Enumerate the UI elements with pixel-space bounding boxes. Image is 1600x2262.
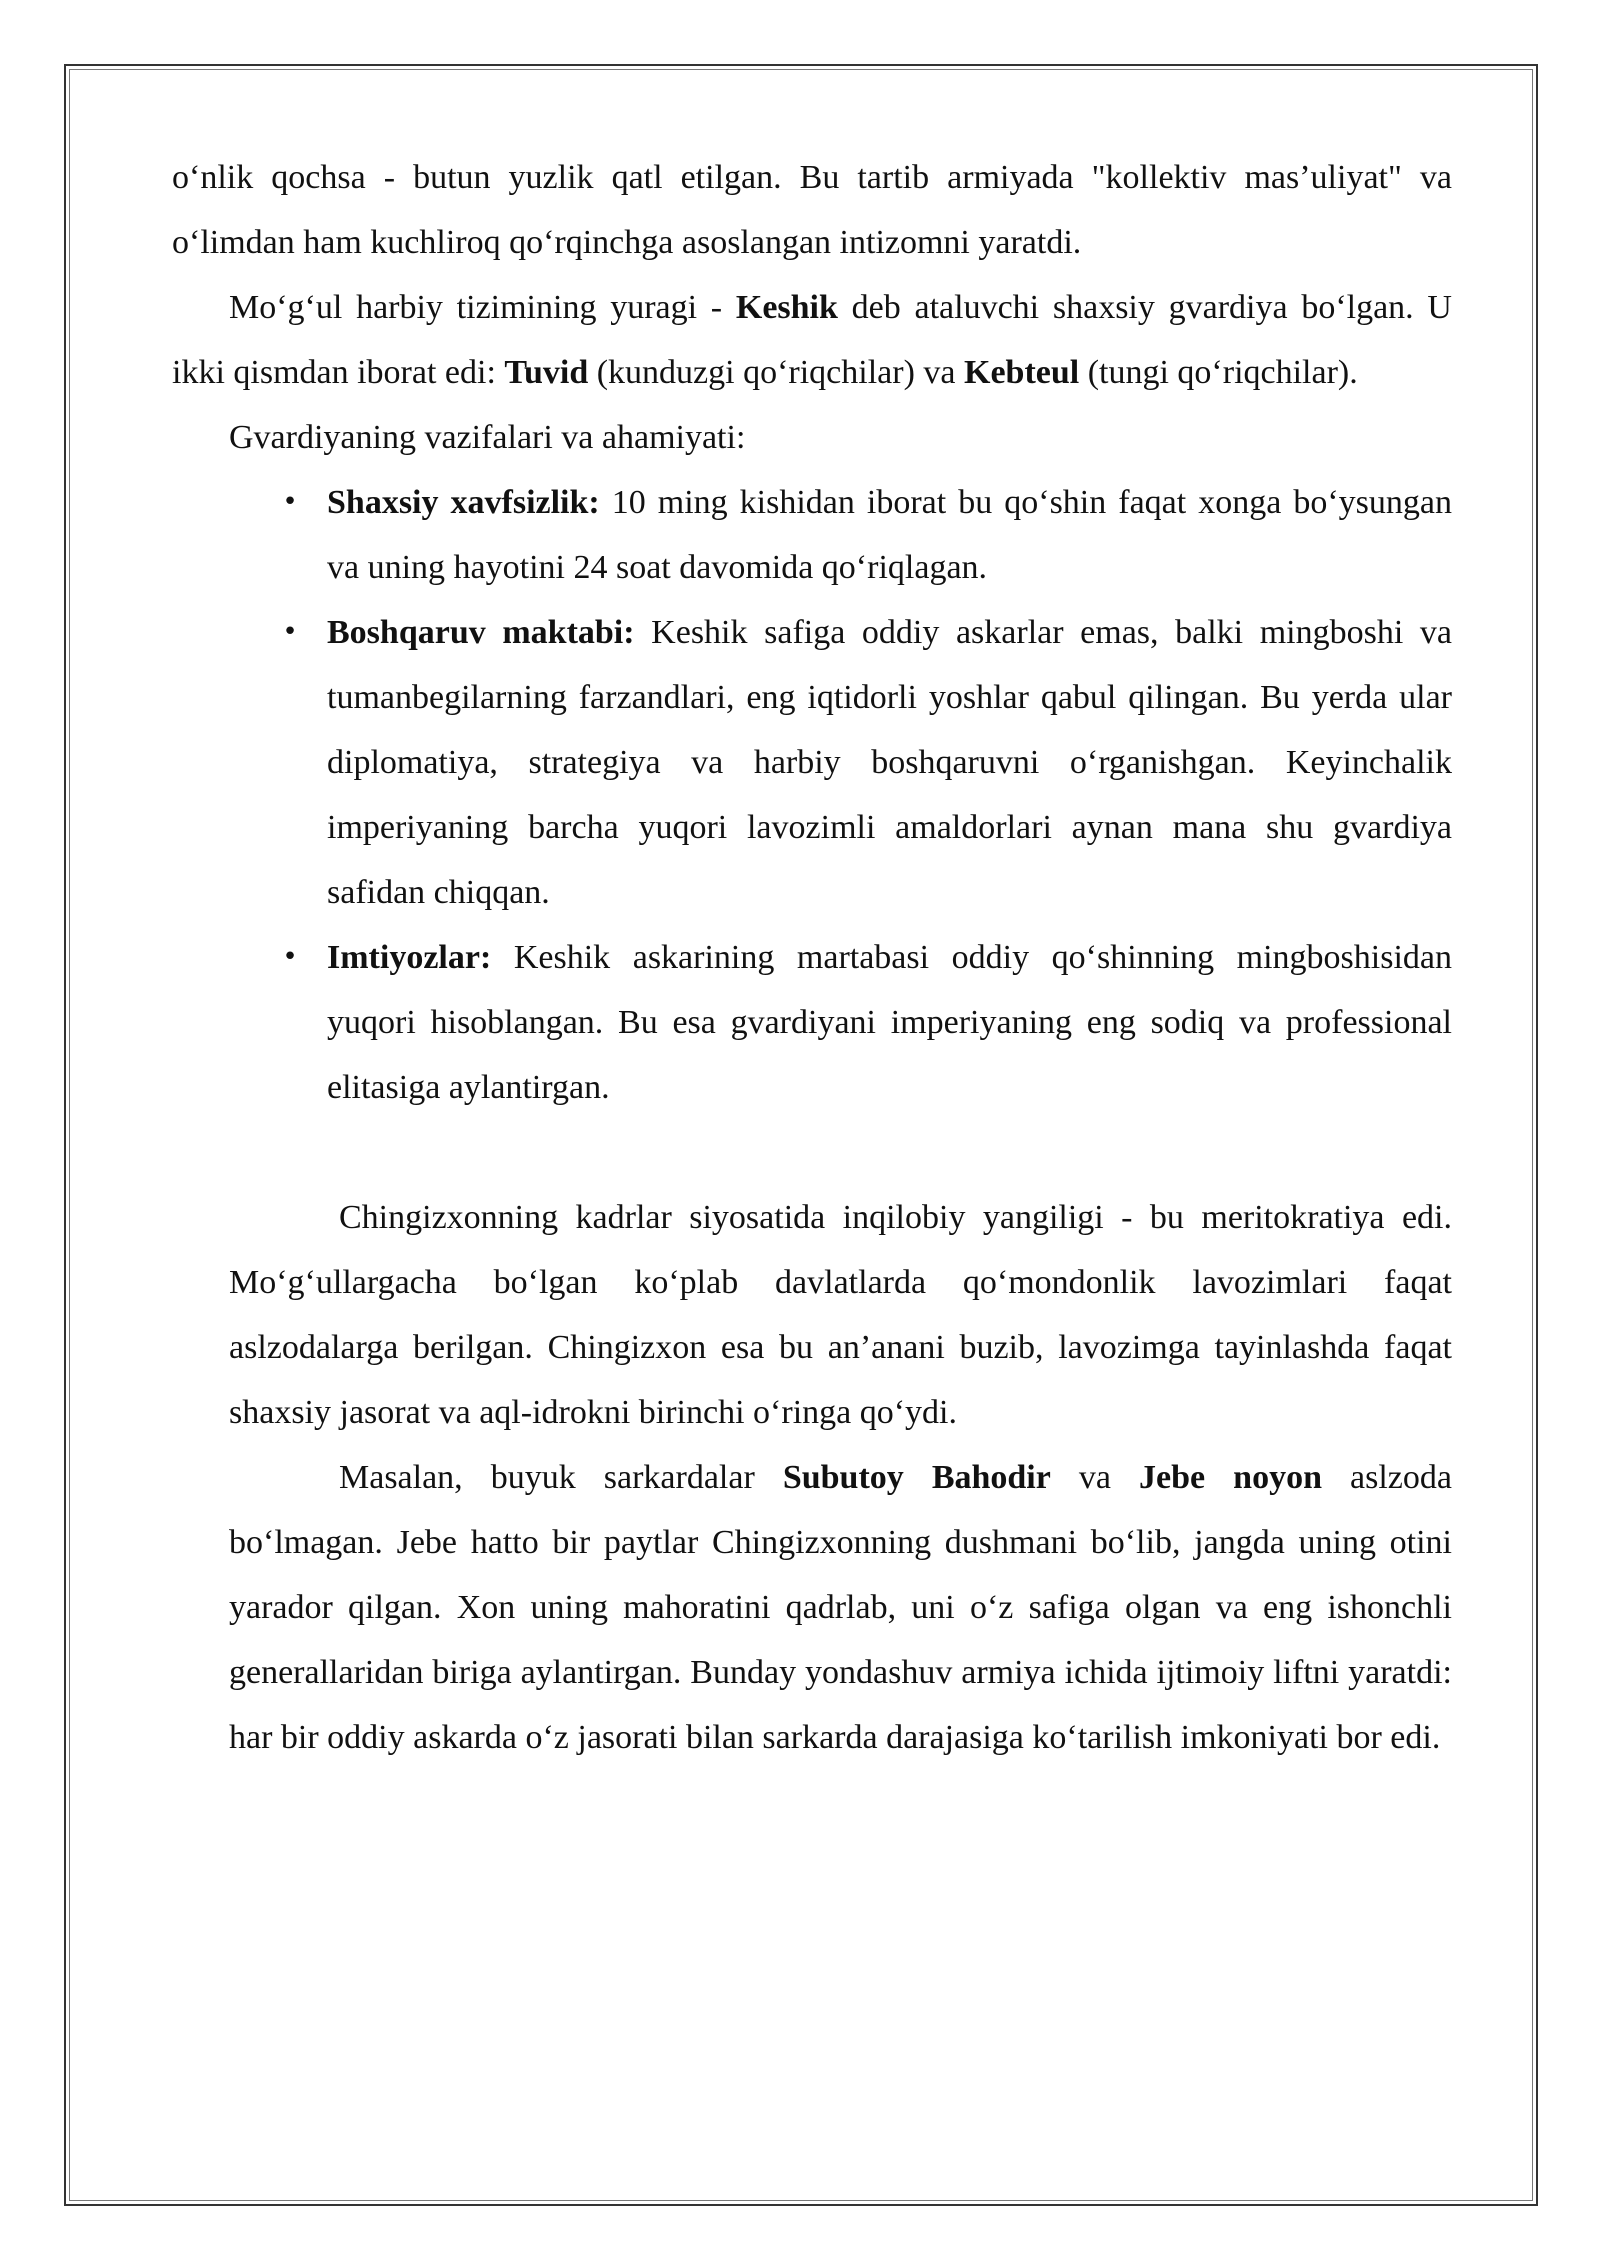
list-item-title: Boshqaruv maktabi: <box>327 614 635 651</box>
paragraph-discipline: o‘nlik qochsa - butun yuzlik qatl etilgan. Bu tartib armiyada "kollektiv mas’uliyat" va o‘limdan ham kuchliroq qo‘rqinchga asoslangan intizomni yaratdi. <box>172 159 1452 261</box>
text-span: (tungi qo‘riqchilar). <box>1079 354 1358 391</box>
text-span: va <box>1050 1459 1140 1496</box>
paragraph-guard-duties-heading: Gvardiyaning vazifalari va ahamiyati: <box>229 419 746 456</box>
bold-name-subutoy: Subutoy Bahodir <box>782 1459 1051 1496</box>
text-span: aslzoda bo‘lmagan. Jebe hatto bir paytlar Chingizxonning dushmani bo‘lib, jangda uning otini yarador qilgan. Xon uning mahoratini qadrlab, uni o‘z safiga olgan va eng ishonchli generallaridan biriga aylantirgan. Bunday yondashuv armiya ichida ijtimoiy liftni yaratdi: har bir oddiy askarda o‘z jasorati bilan sarkarda darajasiga ko‘tarilish imkoniyati bor edi. <box>229 1459 1452 1756</box>
paragraph-meritocracy: Chingizxonning kadrlar siyosatida inqilobiy yangiligi - bu meritokratiya edi. Mo‘g‘ullargacha bo‘lgan ko‘plab davlatlarda qo‘mondonlik lavozimlari faqat aslzodalarga berilgan. Chingizxon esa bu an’anani buzib, lavozimga tayinlashda faqat shaxsiy jasorat va aql-idrokni birinchi o‘ringa qo‘ydi. <box>229 1199 1452 1431</box>
bold-term-tuvid: Tuvid <box>504 354 589 391</box>
list-item <box>282 600 1452 925</box>
list-item <box>282 470 1452 600</box>
bullet-list <box>172 470 1452 1120</box>
text-span: deb ataluvchi shaxsiy gvardiya bo‘lgan. U ikki qismdan iborat edi: <box>172 289 1452 391</box>
list-item-title: Imtiyozlar: <box>327 939 492 976</box>
text-span: Masalan, buyuk sarkardalar <box>339 1459 783 1496</box>
list-item <box>282 925 1452 1120</box>
list-item-text: Keshik askarining martabasi oddiy qo‘shinning mingboshisidan yuqori hisoblangan. Bu esa gvardiyani imperiyaning eng sodiq va professional elitasiga aylantirgan. <box>327 939 1452 1106</box>
bullet-icon: • <box>282 617 298 647</box>
paragraph-generals <box>229 1445 1452 1770</box>
list-item-text: Keshik safiga oddiy askarlar emas, balki mingboshi va tumanbegilarning farzandlari, eng iqtidorli yoshlar qabul qilingan. Bu yerda ular diplomatiya, strategiya va harbiy boshqaruvni o‘rganishgan. Keyinchalik imperiyaning barcha yuqori lavozimli amaldorlari aynan mana shu gvardiya safidan chiqqan. <box>327 614 1452 911</box>
section-meritocracy <box>172 1185 1452 1770</box>
document-body <box>172 145 1452 1770</box>
paragraph-keshik <box>172 275 1452 405</box>
bold-term-keshik: Keshik <box>735 289 838 326</box>
list-item-text: 10 ming kishidan iborat bu qo‘shin faqat xonga bo‘ysungan va uning hayotini 24 soat davomida qo‘riqlagan. <box>327 484 1452 586</box>
bold-term-kebteul: Kebteul <box>964 354 1080 391</box>
bullet-icon: • <box>282 487 298 517</box>
list-item-title: Shaxsiy xavfsizlik: <box>327 484 600 521</box>
bullet-icon: • <box>282 942 298 972</box>
text-span: (kunduzgi qo‘riqchilar) va <box>588 354 964 391</box>
bold-name-jebe: Jebe noyon <box>1139 1459 1322 1496</box>
text-span: Mo‘g‘ul harbiy tizimining yuragi - <box>229 289 736 326</box>
